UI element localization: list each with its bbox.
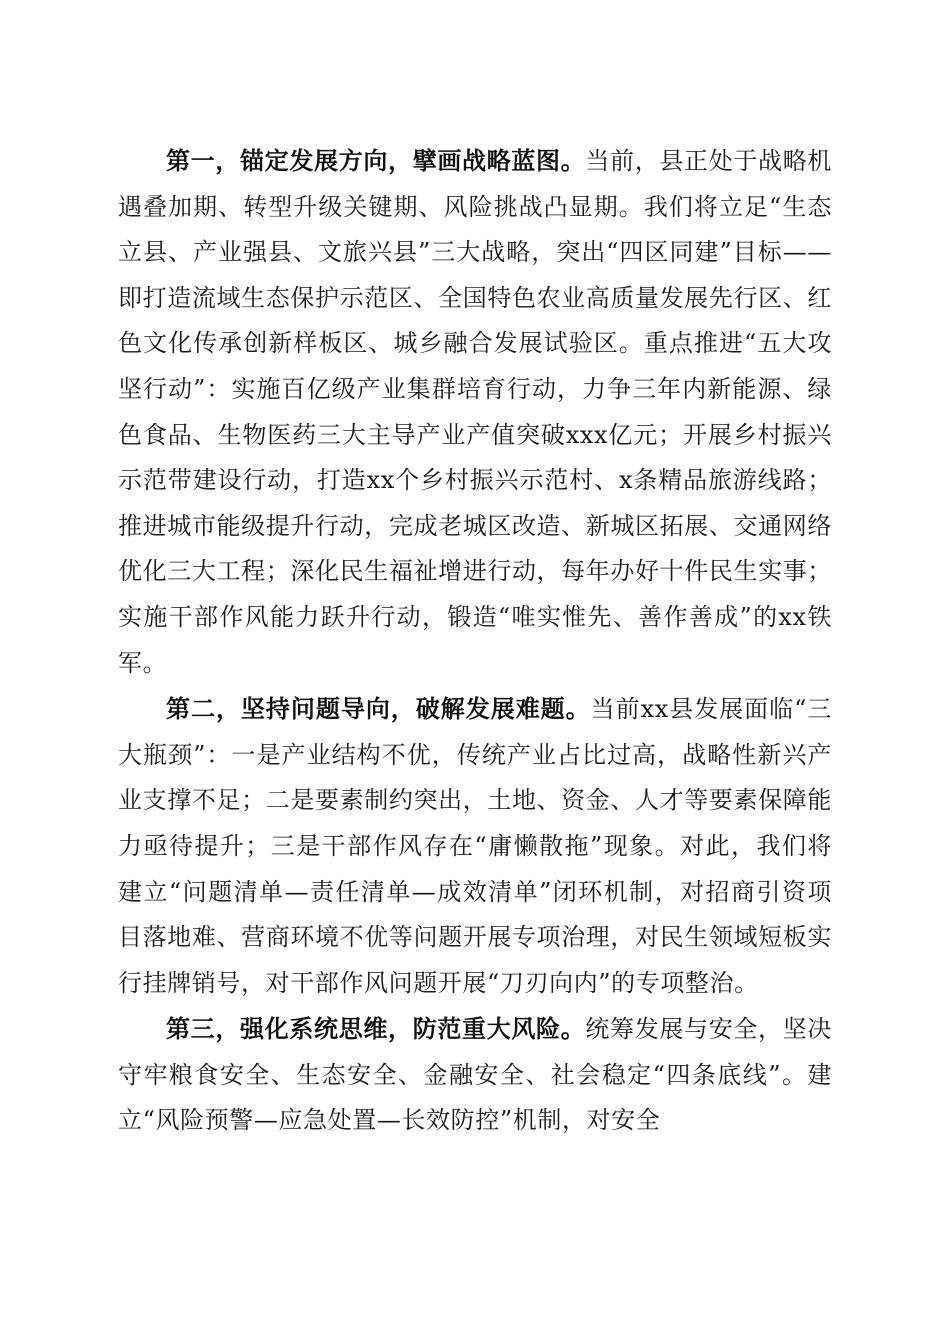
paragraph-1-lead: 第一，锚定发展方向，擘画战略蓝图。 (166, 146, 586, 175)
paragraph-3-body: 统筹发展与安全，坚决守牢粮食安全、生态安全、金融安全、社会稳定“四条底线”。建立“风险预警—应急处置—长效防控”机制，对安全 (118, 1015, 832, 1135)
paragraph-2 (118, 686, 832, 1006)
paragraph-2-body: 当前xx县发展面临“三大瓶颈”：一是产业结构不优，传统产业占比过高，战略性新兴产业支撑不足；二是要素制约突出，土地、资金、人才等要素保障能力亟待提升；三是干部作风存在“庸懒散拖”现象。对此，我们将建立“问题清单—责任清单—成效清单”闭环机制，对招商引资项目落地难、营商环境不优等问题开展专项治理，对民生领域短板实行挂牌销号，对干部作风问题开展“刀刃向内”的专项整治。 (118, 695, 832, 997)
paragraph-1 (118, 138, 832, 686)
paragraph-1-body: 当前，县正处于战略机遇叠加期、转型升级关键期、风险挑战凸显期。我们将立足“生态立县、产业强县、文旅兴县”三大战略，突出“四区同建”目标——即打造流域生态保护示范区、全国特色农业高质量发展先行区、红色文化传承创新样板区、城乡融合发展试验区。重点推进“五大攻坚行动”：实施百亿级产业集群培育行动，力争三年内新能源、绿色食品、生物医药三大主导产业产值突破xxx亿元；开展乡村振兴示范带建设行动，打造xx个乡村振兴示范村、x条精品旅游线路；推进城市能级提升行动，完成老城区改造、新城区拓展、交通网络优化三大工程；深化民生福祉增进行动，每年办好十件民生实事；实施干部作风能力跃升行动，锻造“唯实惟先、善作善成”的xx铁军。 (118, 147, 832, 677)
paragraph-3-lead: 第三，强化系统思维，防范重大风险。 (166, 1014, 586, 1044)
paragraph-2-lead: 第二，坚持问题导向，破解发展难题。 (166, 694, 591, 724)
paragraph-3 (118, 1006, 832, 1144)
document-body (118, 138, 832, 1144)
